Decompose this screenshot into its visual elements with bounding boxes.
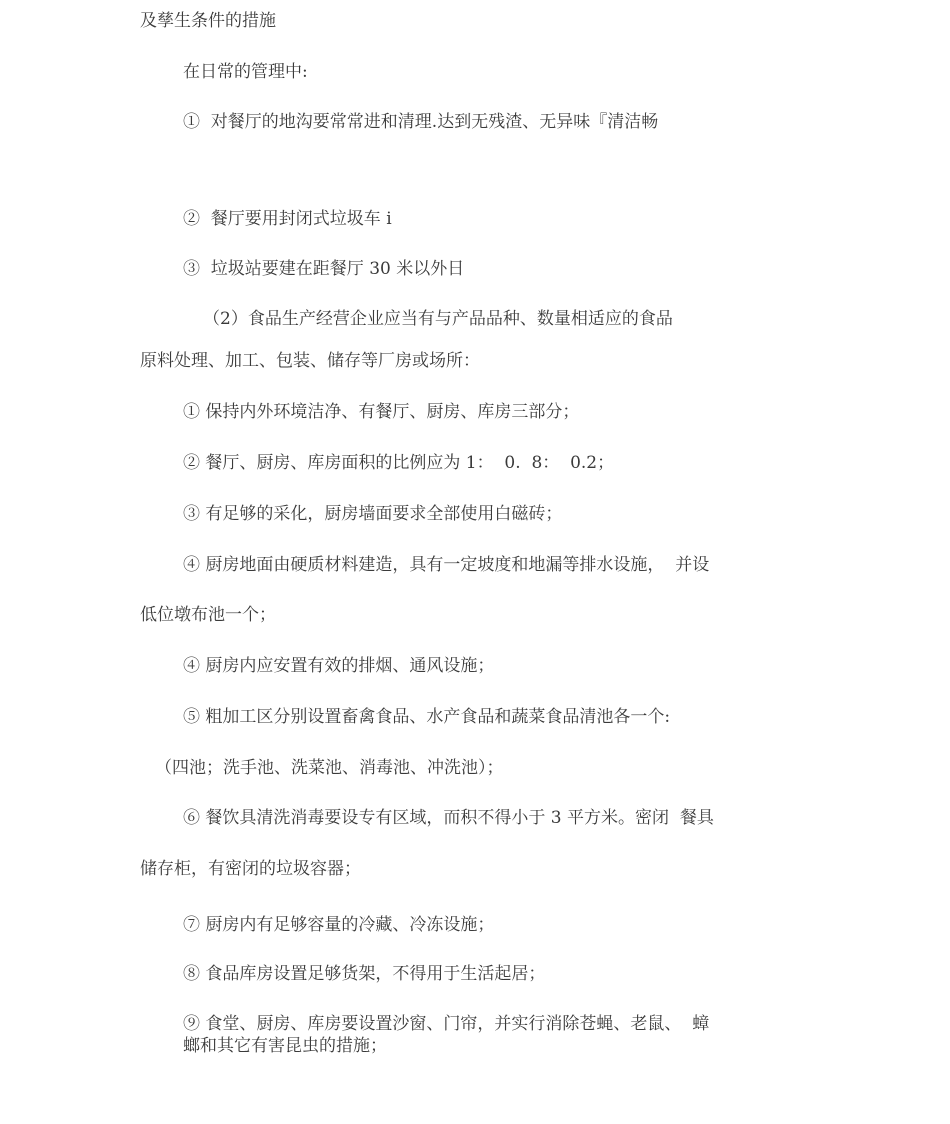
text-line-5: ③ 垃圾站要建在距餐厅 30 米以外日 [183, 259, 465, 279]
text-line-14: ⑤ 粗加工区分别设置畜禽食品、水产食品和蔬菜食品清池各一个: [183, 707, 671, 727]
text-line-17: 储存柜，有密闭的垃圾容器； [140, 859, 361, 879]
text-line-8: ① 保持内外环境洁净、有餐厅、厨房、库房三部分； [183, 402, 580, 422]
text-line-15: （四池；洗手池、洗菜池、消毒池、冲洗池）； [155, 758, 504, 778]
text-line-11: ④ 厨房地面由硬质材料建造，具有一定坡度和地漏等排水设施， 并设 [183, 555, 710, 575]
text-line-18: ⑦ 厨房内有足够容量的冷藏、冷冻设施； [183, 915, 495, 935]
text-line-21: 螂和其它有害昆虫的措施； [183, 1036, 387, 1056]
text-line-6: （2）食品生产经营企业应当有与产品品种、数量相适应的食品 [203, 309, 673, 329]
text-line-20: ⑨ 食堂、厨房、库房要设置沙窗、门帘，并实行消除苍蝇、老鼠、 蟑 [183, 1014, 710, 1034]
text-line-19: ⑧ 食品库房设置足够货架，不得用于生活起居； [183, 964, 546, 984]
text-line-10: ③ 有足够的采化，厨房墙面要求全部使用白磁砖； [183, 504, 563, 524]
text-line-1: 及孳生条件的措施 [140, 11, 276, 31]
text-line-3: ① 对餐厅的地沟要常常进和清理.达到无残渣、无异味『清洁畅 [183, 112, 659, 132]
text-line-16: ⑥ 餐饮具清洗消毒要设专有区域，而积不得小于 3 平方米。密闭 餐具 [183, 808, 714, 828]
text-line-12: 低位墩布池一个； [140, 605, 276, 625]
text-line-13: ④ 厨房内应安置有效的排烟、通风设施； [183, 656, 495, 676]
text-line-9: ② 餐厅、厨房、库房面积的比例应为 1： 0. 8： 0.2； [183, 453, 615, 473]
text-line-7: 原料处理、加工、包装、储存等厂房或场所： [140, 351, 480, 371]
text-line-2: 在日常的管理中: [183, 62, 308, 82]
text-line-4: ② 餐厅要用封闭式垃圾车 i [183, 209, 392, 229]
